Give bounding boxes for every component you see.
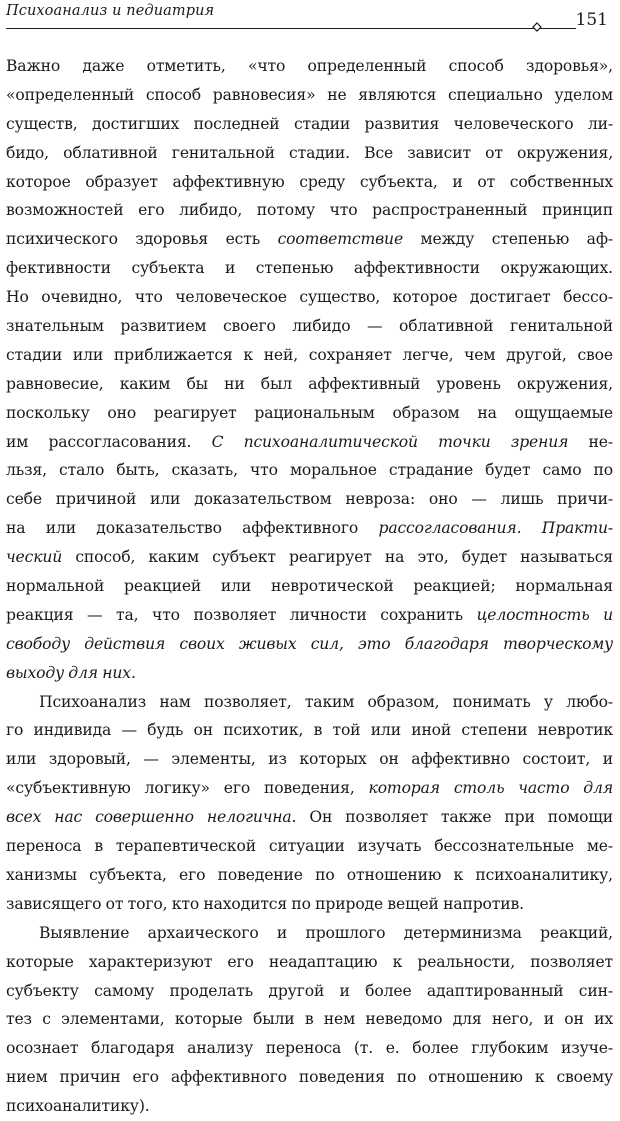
text-run: нормальной реакцией или невротической реакцией; нормальная xyxy=(6,577,613,596)
text-line xyxy=(6,196,613,225)
text-run: психического здоровья есть xyxy=(6,230,278,249)
italic-text: которая столь часто для xyxy=(368,779,613,798)
text-run: которые характеризуют его неадаптацию к реальности, позволяет xyxy=(6,952,613,971)
text-run: зависящего от того, кто находится по природе вещей напротив. xyxy=(6,894,524,913)
text-line xyxy=(6,168,613,197)
text-run: или здоровый, — элементы, из которых он аффективно состоит, и xyxy=(6,750,613,769)
text-run: нием причин его аффективного поведения по отношению к своему xyxy=(6,1068,613,1087)
italic-text: свободу действия своих живых сил, это благодаря творческому xyxy=(6,634,613,653)
text-run: на или доказательство аффективного xyxy=(6,519,379,538)
text-run: «субъективную логику» его поведения, xyxy=(6,779,369,798)
text-line xyxy=(6,572,613,601)
text-line xyxy=(6,1092,613,1121)
text-line xyxy=(6,543,613,572)
text-run: психоаналитику). xyxy=(6,1097,150,1116)
text-run: «определенный способ равновесия» не являются специально уделом xyxy=(6,85,613,104)
text-line xyxy=(6,514,613,543)
text-line xyxy=(6,774,613,803)
text-line xyxy=(6,225,613,254)
text-run: реакция — та, что позволяет личности сохранить xyxy=(6,605,477,624)
text-run: Но очевидно, что человеческое существо, которое достигает бессо- xyxy=(6,288,613,307)
text-run: Он позволяет также при помощи xyxy=(296,808,613,827)
text-run: которое образует аффективную среду субъекта, и от собственных xyxy=(6,172,613,191)
text-line xyxy=(6,1063,613,1092)
text-line xyxy=(6,890,613,919)
paragraph xyxy=(6,688,613,919)
text-run: Выявление архаического и прошлого детерминизма реакций, xyxy=(39,923,613,942)
text-line xyxy=(6,399,613,428)
text-run: тез с элементами, которые были в нем неведомо для него, и он их xyxy=(6,1010,613,1029)
running-head xyxy=(6,2,612,36)
text-run: знательным развитием своего либидо — облативной генитальной xyxy=(6,317,613,336)
text-run: поскольку оно реагирует рациональным образом на ощущаемые xyxy=(6,403,613,422)
text-run: ханизмы субъекта, его поведение по отношению к психоаналитику, xyxy=(6,865,613,884)
italic-text: целостность и xyxy=(476,605,613,624)
text-line xyxy=(6,630,613,659)
italic-text: ческий xyxy=(6,548,63,567)
diamond-ornament-icon xyxy=(532,22,542,32)
text-run: осознает благодаря анализу переноса (т. е. более глубоким изуче- xyxy=(6,1039,613,1058)
text-line xyxy=(6,341,613,370)
text-run: го индивида — будь он психотик, в той или иной степени невротик xyxy=(6,721,613,740)
text-line xyxy=(6,456,613,485)
text-line xyxy=(6,659,613,688)
text-line xyxy=(6,254,613,283)
text-line xyxy=(6,139,613,168)
text-line xyxy=(6,81,613,110)
text-line xyxy=(6,485,613,514)
text-line xyxy=(6,601,613,630)
text-run: стадии или приближается к ней, сохраняет легче, чем другой, свое xyxy=(6,345,613,364)
text-line xyxy=(6,1034,613,1063)
italic-text: соответствие xyxy=(277,230,404,249)
text-run: способ, каким субъект реагирует на это, будет называться xyxy=(62,548,613,567)
running-title: Психоанализ и педиатрия xyxy=(6,3,215,19)
text-line xyxy=(6,716,613,745)
italic-text: рассогласования. Практи- xyxy=(378,519,613,538)
text-run: субъекту самому проделать другой и более адаптированный син- xyxy=(6,981,613,1000)
text-run: Важно даже отметить, «что определенный способ здоровья», xyxy=(6,57,613,75)
body-text xyxy=(6,52,613,1121)
text-line xyxy=(6,919,613,948)
text-line xyxy=(6,110,613,139)
text-run: существ, достигших последней стадии развития человеческого ли- xyxy=(6,114,613,133)
text-line xyxy=(6,688,613,717)
text-line xyxy=(6,745,613,774)
text-run: им рассогласования. xyxy=(6,432,212,451)
text-line xyxy=(6,283,613,312)
italic-text: выходу для них. xyxy=(6,663,136,682)
italic-text: всех нас совершенно нелогична. xyxy=(6,808,297,827)
text-run: фективности субъекта и степенью аффективности окружающих. xyxy=(6,259,613,278)
text-line xyxy=(6,832,613,861)
text-run: Психоанализ нам позволяет, таким образом, понимать у любо- xyxy=(39,692,613,711)
text-run: себе причиной или доказательством невроза: оно — лишь причи- xyxy=(6,490,613,509)
text-run: не- xyxy=(568,432,613,451)
text-line xyxy=(6,1005,613,1034)
italic-text: С психоаналитической точки зрения xyxy=(211,432,569,451)
paragraph xyxy=(6,52,613,688)
text-run: переноса в терапевтической ситуации изучать бессознательные ме- xyxy=(6,837,613,856)
text-run: возможностей его либидо, потому что распространенный принцип xyxy=(6,201,613,220)
text-line xyxy=(6,428,613,457)
text-line xyxy=(6,370,613,399)
text-line xyxy=(6,948,613,977)
page-number: 151 xyxy=(575,10,608,30)
text-run: между степенью аф- xyxy=(403,230,613,249)
header-rule xyxy=(6,28,576,29)
text-run: равновесие, каким бы ни был аффективный уровень окружения, xyxy=(6,374,613,393)
text-line xyxy=(6,861,613,890)
text-line xyxy=(6,52,613,81)
paragraph xyxy=(6,919,613,1121)
text-run: льзя, стало быть, сказать, что моральное страдание будет само по xyxy=(6,461,613,480)
text-line xyxy=(6,977,613,1006)
text-line xyxy=(6,803,613,832)
text-line xyxy=(6,312,613,341)
text-run: бидо, облативной генитальной стадии. Все зависит от окружения, xyxy=(6,143,613,162)
